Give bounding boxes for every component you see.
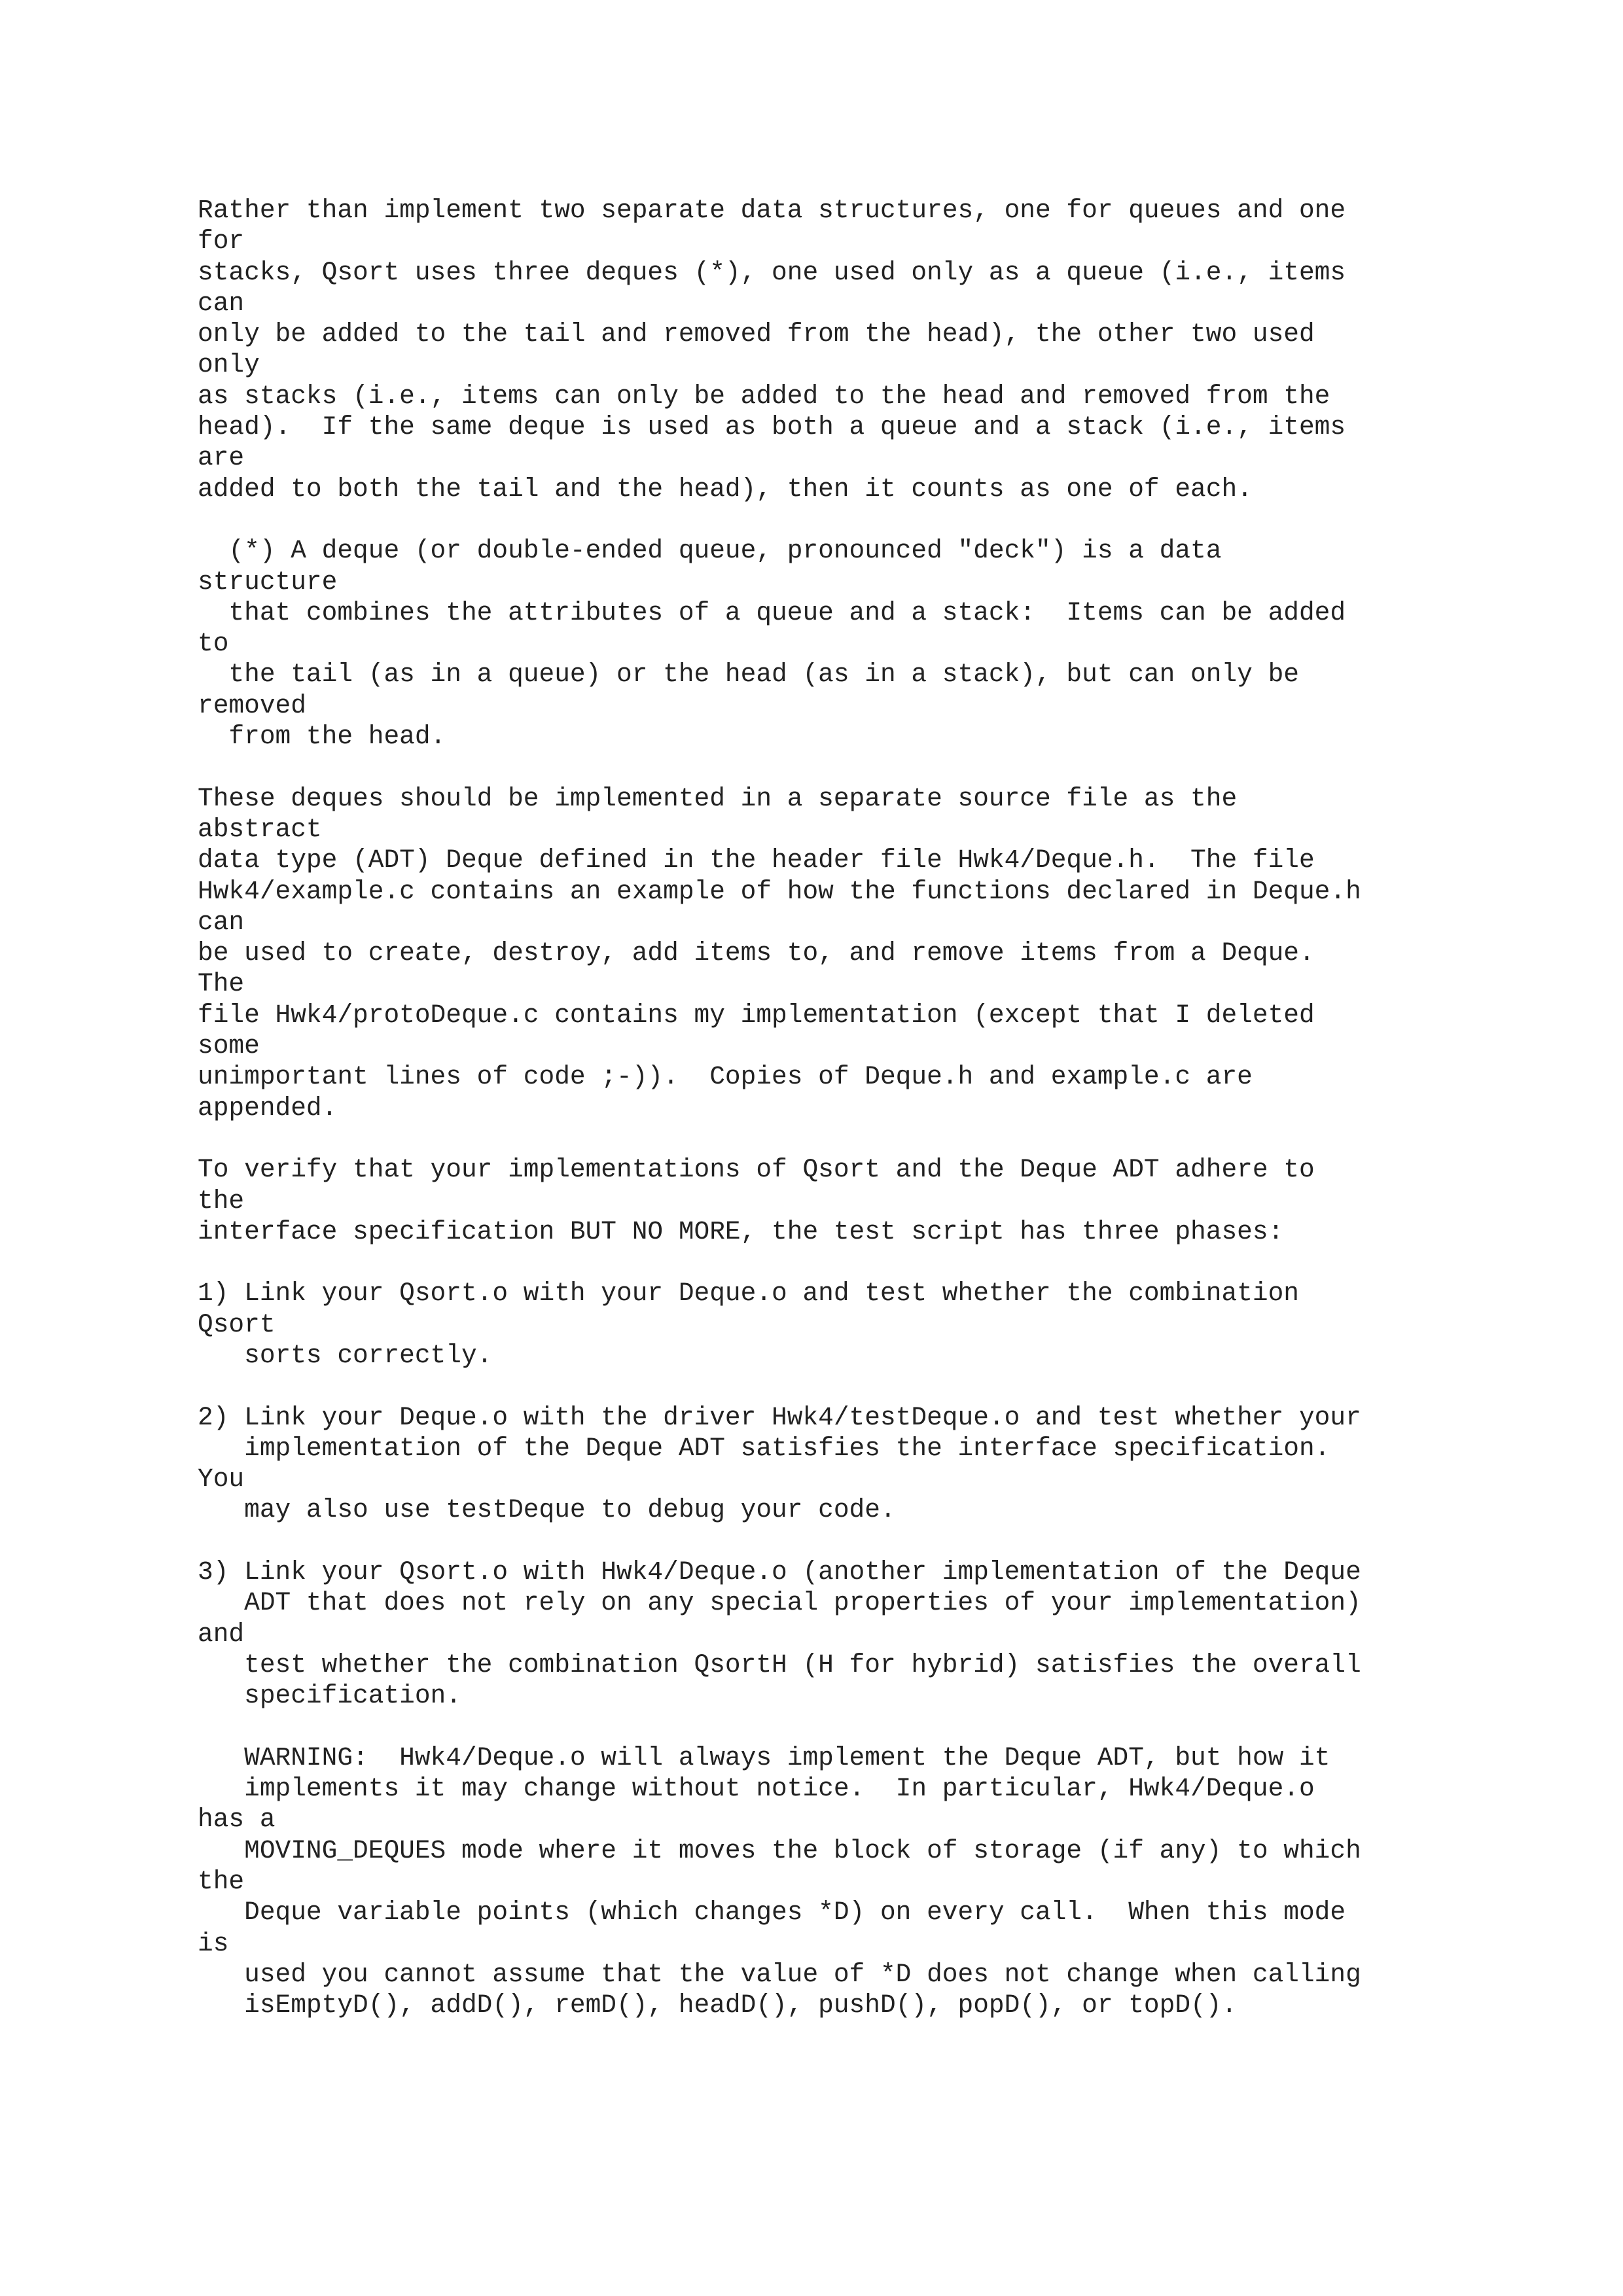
text-line: only be added to the tail and removed from the head), the other two used — [198, 319, 1315, 349]
text-line: may also use testDeque to debug your code. — [198, 1495, 896, 1525]
text-line: are — [198, 443, 245, 473]
text-line: Hwk4/example.c contains an example of how the functions declared in Deque.h — [198, 876, 1361, 906]
text-line: isEmptyD(), addD(), remD(), headD(), pushD(), popD(), or topD(). — [198, 1990, 1238, 2021]
text-line: and — [198, 1619, 245, 1649]
text-line — [198, 1371, 1507, 1402]
text-line: unimportant lines of code ;-)). Copies of Deque.h and example.c are — [198, 1062, 1253, 1092]
text-line: only — [198, 350, 260, 380]
text-line: used you cannot assume that the value of *D does not change when calling — [198, 1959, 1361, 1989]
text-line: some — [198, 1031, 260, 1061]
text-line: Rather than implement two separate data structures, one for queues and one — [198, 196, 1346, 225]
text-line: appended. — [198, 1093, 338, 1123]
text-line: stacks, Qsort uses three deques (*), one used only as a queue (i.e., items — [198, 257, 1346, 287]
text-line: the — [198, 1186, 245, 1216]
text-line: 2) Link your Deque.o with the driver Hwk4/testDeque.o and test whether your — [198, 1402, 1361, 1432]
text-line — [198, 1247, 1507, 1278]
text-line: added to both the tail and the head), then it counts as one of each. — [198, 474, 1253, 504]
text-line — [198, 1123, 1507, 1154]
text-line — [198, 1526, 1507, 1557]
text-line: sorts correctly. — [198, 1340, 493, 1370]
text-line: as stacks (i.e., items can only be added to the head and removed from the — [198, 381, 1330, 411]
text-line: MOVING_DEQUES mode where it moves the block of storage (if any) to which — [198, 1835, 1361, 1865]
text-line: WARNING: Hwk4/Deque.o will always implement the Deque ADT, but how it — [198, 1742, 1330, 1773]
text-line: data type (ADT) Deque defined in the header file Hwk4/Deque.h. The file — [198, 845, 1315, 875]
text-line: from the head. — [198, 722, 446, 752]
text-line: be used to create, destroy, add items to, and remove items from a Deque. — [198, 938, 1315, 968]
text-line: is — [198, 1928, 229, 1958]
text-line: The — [198, 969, 245, 999]
text-line — [198, 504, 1507, 535]
text-line: 3) Link your Qsort.o with Hwk4/Deque.o (another implementation of the Deque — [198, 1557, 1361, 1587]
text-line: file Hwk4/protoDeque.c contains my implementation (except that I deleted — [198, 1000, 1315, 1030]
text-line: can — [198, 288, 245, 318]
text-line: These deques should be implemented in a separate source file as the — [198, 783, 1238, 813]
text-line: that combines the attributes of a queue and a stack: Items can be added — [198, 597, 1346, 627]
text-line: can — [198, 907, 245, 937]
text-line — [198, 752, 1507, 783]
text-line: test whether the combination QsortH (H for hybrid) satisfies the overall — [198, 1650, 1361, 1680]
text-line: structure — [198, 567, 338, 597]
text-line: Deque variable points (which changes *D) on every call. When this mode — [198, 1898, 1346, 1928]
text-line: abstract — [198, 814, 322, 844]
text-line: interface specification BUT NO MORE, the test script has three phases: — [198, 1216, 1284, 1246]
text-line: implementation of the Deque ADT satisfies the interface specification. — [198, 1433, 1330, 1463]
document-text — [198, 195, 1507, 2021]
text-line: ADT that does not rely on any special properties of your implementation) — [198, 1588, 1361, 1618]
text-line: to — [198, 629, 229, 659]
text-line: 1) Link your Qsort.o with your Deque.o and test whether the combination — [198, 1279, 1299, 1309]
text-line: To verify that your implementations of Qsort and the Deque ADT adhere to — [198, 1155, 1315, 1185]
text-line: the — [198, 1867, 245, 1897]
text-line: head). If the same deque is used as both a queue and a stack (i.e., items — [198, 412, 1346, 442]
text-line: Qsort — [198, 1309, 276, 1339]
text-line: (*) A deque (or double-ended queue, pronounced "deck") is a data — [198, 536, 1222, 566]
text-line: specification. — [198, 1681, 461, 1711]
text-line: removed — [198, 690, 306, 720]
text-line: implements it may change without notice. In particular, Hwk4/Deque.o — [198, 1774, 1315, 1804]
text-line: the tail (as in a queue) or the head (as in a stack), but can only be — [198, 660, 1299, 690]
text-line: has a — [198, 1805, 276, 1835]
text-line — [198, 1712, 1507, 1742]
text-line: You — [198, 1464, 245, 1494]
text-line: for — [198, 226, 245, 256]
